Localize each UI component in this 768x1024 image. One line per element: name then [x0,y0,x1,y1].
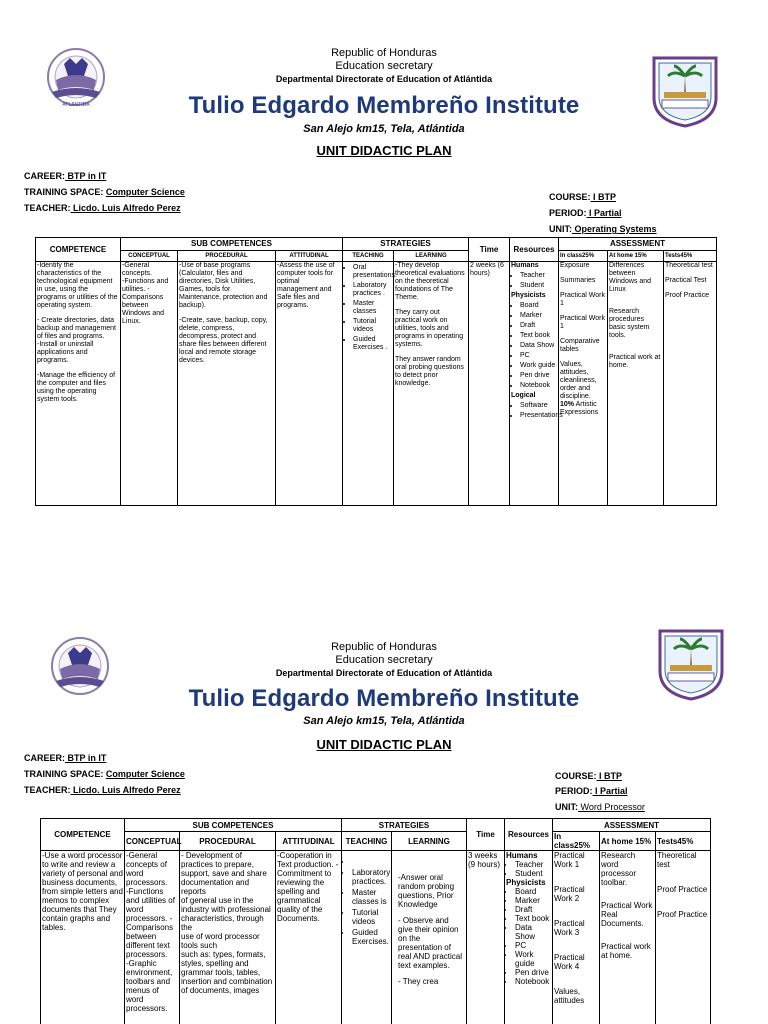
in-class-item: Practical Work 1 [560,315,605,330]
resource-item: • Text book [515,914,551,923]
resources-header: Resources [505,819,553,851]
time-cell: 2 weeks (6 hours) [469,262,510,506]
in-class-item: Practical Work 2 [554,885,585,903]
at-home-item: Research procedures basic system tools. [609,308,650,339]
at-home-cell [600,851,656,1024]
resource-item: • Software [520,402,557,410]
competence-paragraph: -Manage the efficiency of the computer and files using the operating system tools. [37,372,116,403]
procedural-paragraph: -Create, save, backup, copy, delete, compress, decompress, protect and share files between different local and remote storage devices. [179,317,268,364]
competence-paragraph: -Identify the characteristics of the technological equipment in use, using the programs or utilities of the operating system. [37,262,118,309]
test-item: Proof Practice [657,885,708,894]
period-line [549,208,622,218]
resource-item: • Pen drive [520,372,557,380]
at-home-header: At home 15% [608,251,664,262]
learning-paragraph: They answer random oral probing questions to detect prior knowledge. [395,356,464,387]
in-class-item-artistic [560,401,606,417]
resource-item: • PC [520,352,557,360]
in-class-header: In class25% [559,251,608,262]
artistic-percent: 10% [560,401,575,408]
logo-caption: ATLÁNTIDA [62,102,90,108]
test-item: Practical Test [665,277,707,284]
period-value: I Partial [586,208,622,218]
resource-item: • Draft [515,905,551,914]
teaching-header: TEACHING [343,251,394,262]
resource-item: • Data Show [520,342,557,350]
resources-group-title: Humans [511,262,539,269]
teaching-item: • Oral presentations. [353,264,392,280]
resources-cell [510,262,563,506]
unit-line [555,802,645,812]
career-line [24,753,106,763]
career-label: CAREER: [24,753,66,763]
assessment-header: ASSESSMENT [553,819,711,832]
header-republic: Republic of Honduras [331,641,437,653]
in-class-cell [559,262,608,506]
institute-title: Tulio Edgardo Membreño Institute [188,92,580,119]
in-class-item: Values, attitudes [554,987,585,1005]
learning-cell [392,851,467,1024]
conceptual-header: CONCEPTUAL [125,832,180,851]
resource-item: • Marker [520,312,557,320]
teaching-cell [342,851,392,1024]
time-cell: 3 weeks (9 hours) [467,851,505,1024]
strategies-header: STRATEGIES [342,819,467,832]
test-item: Theoretical test [657,851,697,869]
in-class-header: In class25% [553,832,600,851]
teaching-item: • Guided Exercises. [352,928,390,946]
teaching-item [352,857,390,866]
attitudinal-cell: -Cooperation in Text production. -Commitment to reviewing the spelling and grammatical quality of the Documents. [276,851,342,1024]
teaching-item: • Tutorial videos [353,318,392,334]
attitudinal-cell: -Assess the use of computer tools for optimal management and Safe files and programs. [276,262,343,506]
course-line [555,771,622,781]
in-class-item: Exposure [560,262,590,269]
time-header: Time [469,238,510,262]
training-space-line [24,769,185,779]
period-value: I Partial [592,786,628,796]
plan-title: UNIT DIDACTIC PLAN [316,143,452,158]
at-home-item: Practical work at home. [601,942,651,960]
resource-item: • Teacher [520,272,557,280]
resource-item: • Pen drive [515,968,551,977]
teaching-item: • Guided Exercises . [353,336,392,352]
artistic-label: Artistic Expressions [560,401,599,416]
teacher-value: Licdo. Luis Alfredo Perez [70,203,181,213]
teaching-header: TEACHING [342,832,392,851]
unit-line [549,224,657,234]
at-home-header: At home 15% [600,832,656,851]
resources-header: Resources [510,238,559,262]
training-space-label: TRAINING SPACE: [24,187,104,197]
teaching-item: • Laboratory practices. [352,868,390,886]
learning-header: LEARNING [392,832,467,851]
in-class-item: Practical Work 3 [554,919,585,937]
teacher-line [24,785,181,795]
at-home-item: Practical Work Real Documents. [601,901,653,928]
institute-address: San Alejo km15, Tela, Atlántida [303,123,465,135]
competence-header: COMPETENCE [36,238,121,262]
at-home-item: Differences between Windows and Linux [609,262,652,293]
teacher-label: TEACHER: [24,785,71,795]
unit-value: Operating Systems [572,224,657,234]
period-label: PERIOD: [555,786,593,796]
in-class-item: Practical Work 1 [560,292,605,307]
plan-page-2 [0,595,768,1024]
learning-paragraph: -They develop theoretical evaluations on the theoretical foundations of The Theme. [395,262,465,301]
teacher-line [24,203,181,213]
test-item: Theoretical test [665,262,713,269]
resource-item: • PC [515,941,551,950]
teacher-value: Licdo. Luis Alfredo Perez [70,785,181,795]
resources-group-title: Logical [511,392,536,399]
resource-item: • Board [520,302,557,310]
period-label: PERIOD: [549,208,587,218]
header-directorate: Departmental Directorate of Education of Atlántida [275,668,493,678]
teaching-item: • Master classes [353,300,392,316]
time-header: Time [467,819,505,851]
resource-item: • Marker [515,896,551,905]
career-value: BTP in IT [65,753,107,763]
resource-item: • Data Show [515,923,551,941]
resources-group-title: Physicists [511,292,546,299]
at-home-item: Practical work at home. [609,354,661,369]
header-directorate: Departmental Directorate of Education of Atlántida [275,74,493,84]
resource-item: • Draft [520,322,557,330]
competence-paragraph: - Create directories, data backup and management of files and programs. -Install or uninstall applications and programs. [37,317,116,364]
in-class-item: Summaries [560,277,596,284]
tests-cell [664,262,717,506]
test-item: Proof Practice [665,292,709,299]
conceptual-cell: -General concepts of word processors. -Functions and utilities of word processors. -Comparisons between different text processors. -Graphic environment, toolbars and menus of word processors. [125,851,180,1024]
resource-item: • Work guide [515,950,551,968]
career-line [24,171,106,181]
test-item: Proof Practice [657,910,708,919]
in-class-item: Comparative tables [560,338,600,353]
resource-item: • Text book [520,332,557,340]
sub-competences-header: SUB COMPETENCES [121,238,343,251]
competence-header: COMPETENCE [41,819,125,851]
teaching-cell [343,262,397,506]
training-space-line [24,187,185,197]
teacher-label: TEACHER: [24,203,71,213]
tests-header: Tests45% [656,832,711,851]
resources-group-title: Humans [506,851,538,860]
career-value: BTP in IT [65,171,107,181]
header-secretary: Education secretary [335,60,433,72]
at-home-item: Research word processor toolbar. [601,851,637,887]
in-class-item: Values, attitudes, cleanliness, order and discipline. [560,361,597,400]
resource-item: • Presentations [520,412,557,420]
in-class-item: Practical Work 4 [554,953,585,971]
resource-item: • Notebook [515,977,551,986]
resource-item: • Student [520,282,557,290]
conceptual-cell: -General concepts. -Functions and utilities. -Comparisons between Windows and Linux. [121,262,178,506]
competence-cell: -Use a word processor to write and review a variety of personal and business documents, from simple letters and memos to complex documents that They contain graphs and tables. [41,851,125,1024]
resources-cell [505,851,553,1024]
course-label: COURSE: [555,771,597,781]
procedural-cell [178,262,276,506]
plan-table-1 [35,237,717,506]
conceptual-header: CONCEPTUAL [121,251,178,262]
institute-title: Tulio Edgardo Membreño Institute [188,685,580,712]
header-secretary: Education secretary [335,654,433,666]
plan-table-2 [40,818,711,1024]
learning-paragraph: - They crea [398,977,439,986]
course-value: I BTP [596,771,623,781]
resource-item: • Work guide [520,362,557,370]
attitudinal-header: ATTITUDINAL [276,832,342,851]
tests-cell [656,851,711,1024]
teaching-item: • Master classes is [352,888,390,906]
institute-address: San Alejo km15, Tela, Atlántida [303,715,465,727]
training-space-value: Computer Science [105,187,185,197]
sub-competences-header: SUB COMPETENCES [125,819,342,832]
course-value: I BTP [590,192,617,202]
teaching-item: • Tutorial videos [352,908,390,926]
plan-title: UNIT DIDACTIC PLAN [316,737,452,752]
unit-label: UNIT: [555,802,578,812]
course-line [549,192,616,202]
competence-cell [36,262,121,506]
resource-item: • Teacher [515,860,551,869]
procedural-cell: - Development of practices to prepare, support, save and share documentation and reports of general use in the industry with professional characteristics, through the use of word processor tools such such as: types, formats, styles, spelling and grammar tools, tables, insertion and combination of documents, images [180,851,276,1024]
learning-paragraph: They carry out practical work on utilities, tools and programs in operating systems. [395,309,464,348]
assessment-header: ASSESSMENT [559,238,717,251]
in-class-cell [553,851,600,1024]
unit-label: UNIT: [549,224,572,234]
header-republic: Republic of Honduras [331,47,437,59]
learning-header: LEARNING [394,251,469,262]
training-space-label: TRAINING SPACE: [24,769,104,779]
attitudinal-header: ATTITUDINAL [276,251,343,262]
procedural-paragraph: -Use of base programs (Calculator, files and directories, Disk Utilities, Games, tools for Maintenance, protection and backup). [179,262,268,309]
tests-header: Tests45% [664,251,717,262]
period-line [555,786,628,796]
unit-value: Word Processor [578,802,645,812]
resource-item: • Notebook [520,382,557,390]
training-space-value: Computer Science [105,769,185,779]
learning-cell [394,262,469,506]
in-class-item: Practical Work 1 [554,851,585,869]
strategies-header: STRATEGIES [343,238,469,251]
procedural-header: PROCEDURAL [178,251,276,262]
at-home-cell [608,262,664,506]
learning-paragraph: - Observe and give their opinion on the presentation of real AND practical text examples. [398,916,463,970]
resource-item: • Board [515,887,551,896]
resources-group-title: Physicists [506,878,546,887]
learning-paragraph: -Answer oral random probing questions, Prior Knowledge [398,873,455,909]
career-label: CAREER: [24,171,66,181]
procedural-header: PROCEDURAL [180,832,276,851]
course-label: COURSE: [549,192,591,202]
teaching-item: • Laboratory practices . [353,282,392,298]
resource-item: • Student [515,869,551,878]
